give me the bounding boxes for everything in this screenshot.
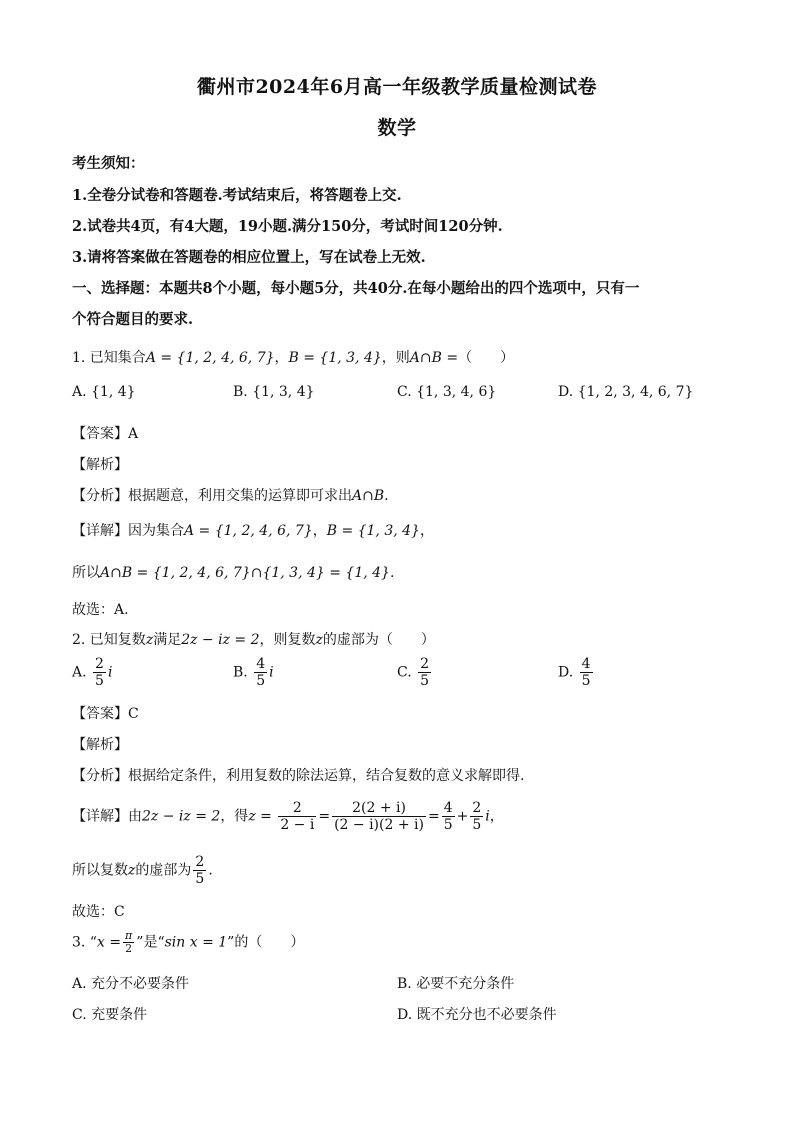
q1-analysis-label: 【解析】 [72, 457, 128, 473]
q1-detail: 【详解】因为集合A = {1, 2, 4, 6, 7}，B = {1, 3, 4}， [72, 523, 434, 539]
notice-item-2: 2.试卷共4页，有4大题，19小题.满分150分，考试时间120分钟. [72, 218, 503, 235]
fraction: $\frac{2}{5}$ [472, 800, 482, 833]
q1-answer: 【答案】A [72, 426, 139, 442]
q2-option-b: B. $\frac{4}{5}$ i [233, 656, 274, 689]
q3-option-d: D. 既不充分也不必要条件 [397, 1007, 557, 1023]
q2-fenxi: 【分析】根据给定条件，利用复数的除法运算，结合复数的意义求解即得. [72, 768, 525, 784]
fraction: $\frac{4}{5}$ [581, 656, 591, 689]
fraction: $\frac{\pi}{2}$ [125, 929, 133, 955]
q1-option-b: B. {1, 3, 4} [233, 384, 315, 400]
q1-fenxi: 【分析】根据题意，利用交集的运算即可求出A∩B. [72, 488, 389, 504]
fraction: $\frac{2}{5}$ [95, 656, 104, 689]
q1-so: 所以A∩B = {1, 2, 4, 6, 7}∩{1, 3, 4} = {1, 4}. [72, 565, 395, 581]
fraction: $\frac{2}{5}$ [195, 854, 205, 887]
notice-heading: 考生须知： [72, 155, 145, 172]
q2-answer: 【答案】C [72, 706, 139, 722]
exam-title: 衢州市2024年6月高一年级教学质量检测试卷 [196, 76, 598, 98]
q2-choose: 故选：C [72, 904, 125, 920]
fraction: $\frac{4}{5}$ [256, 656, 266, 689]
fraction: $\frac{2(2 + i)}{(2 - i)(2 + i)}$ [334, 800, 424, 833]
q1-option-d: D. {1, 2, 3, 4, 6, 7} [558, 384, 694, 400]
fraction: $\frac{2}{5}$ [420, 656, 430, 689]
q1-choose: 故选：A. [72, 602, 129, 618]
q2-analysis-label: 【解析】 [72, 737, 128, 753]
notice-item-1: 1.全卷分试卷和答题卷.考试结束后，将答题卷上交. [72, 187, 402, 204]
section1-line1: 一、选择题：本题共8个小题，每小题5分，共40分.在每小题给出的四个选项中，只有一 [72, 280, 640, 297]
fraction: $\frac{2}{2 - i}$ [280, 800, 315, 833]
q2-stem: 2. 已知复数z满足2z − iz = 2，则复数z的虚部为（ ） [72, 632, 435, 648]
q2-option-a: A. $\frac{2}{5}$ i [72, 656, 113, 689]
q3-option-c: C. 充要条件 [72, 1007, 148, 1023]
q2-detail: 【详解】由2z − iz = 2，得z = $\frac{2}{2 - i}$ = $\frac{2(2 + i)}{(2 - i)(2 + i)}$ = $\frac{4}{5}$ + $\frac{2}{5}$ i， [72, 800, 504, 833]
section1-line2: 个符合题目的要求. [72, 311, 194, 328]
q1-option-c: C. {1, 3, 4, 6} [397, 384, 497, 400]
notice-item-3: 3.请将答案做在答题卷的相应位置上，写在试卷上无效. [72, 249, 426, 266]
q2-option-c: C. $\frac{2}{5}$ [397, 656, 430, 689]
q3-option-a: A. 充分不必要条件 [72, 976, 190, 992]
subject-title: 数学 [377, 117, 417, 139]
q3-option-b: B. 必要不充分条件 [397, 976, 515, 992]
q3-stem: 3. “x = $\frac{\pi}{2}$ ”是“sin x = 1”的（ ） [72, 929, 305, 955]
q1-stem: 1. 已知集合A = {1, 2, 4, 6, 7}，B = {1, 3, 4}，则A∩B =（ ） [72, 350, 515, 366]
q1-option-a: A. {1, 4} [72, 384, 136, 400]
fraction: $\frac{4}{5}$ [443, 800, 453, 833]
q2-so: 所以复数z的虚部为 $\frac{2}{5}$ . [72, 854, 213, 887]
q2-option-d: D. $\frac{4}{5}$ [558, 656, 591, 689]
